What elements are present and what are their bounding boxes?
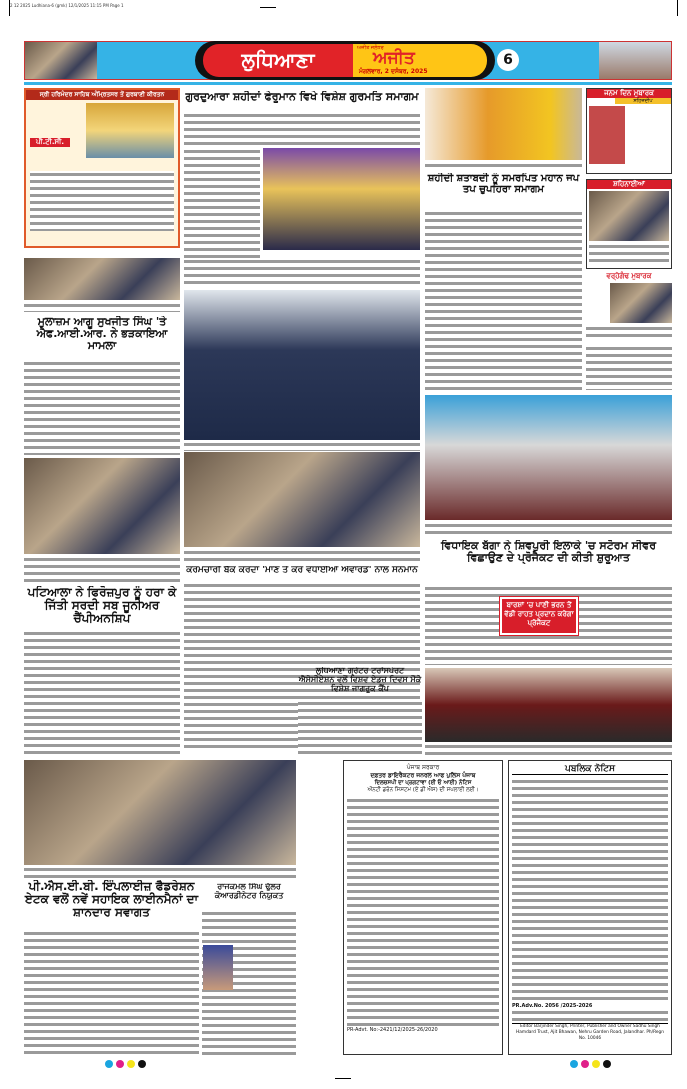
headline-shatabdi: ਸ਼ਹੀਦੀ ਸ਼ਤਾਬਦੀ ਨੂੰ ਸਮਰਪਿਤ ਮਹਾਨ ਜਪ ਤਪ ਚੁਪਹਿਰਾ ਸਮਾਗਮ <box>427 173 580 195</box>
leaders-photo-strip <box>24 258 180 300</box>
pseb-welcome-photo <box>24 760 296 865</box>
rajkamal-portrait <box>203 945 233 990</box>
crop-mark <box>9 0 10 16</box>
masthead-date: ਮੰਗਲਵਾਰ, 2 ਦਸੰਬਰ, 2025 <box>359 68 428 75</box>
headline-karamchari: ਕਰਮਚਾਰੀ ਬੈਂਕ ਕਰਦਾ 'ਮਾਣ ਤੇ ਕਰ ਵਧਾਈਆਂ ਐਵਾਰਡ' ਨਾਲ ਸਨਮਾਨ <box>186 566 418 575</box>
channel-badge: ਪੀ.ਟੀ.ਸੀ. <box>30 138 70 147</box>
masthead-clocktower-image <box>599 42 671 79</box>
public-notice-advt-no: PR.Adv.No. 2056 /2025-2026 <box>512 1003 593 1009</box>
color-registration-marks <box>570 1060 611 1068</box>
gurmat-samagam-photo <box>263 148 420 250</box>
color-registration-marks <box>105 1060 146 1068</box>
kirtan-ad-title: ਸ੍ਰੀ ਹਰਿਮੰਦਰ ਸਾਹਿਬ ਅੰਮ੍ਰਿਤਸਰ ਤੋਂ ਗੁਰਬਾਣੀ ਕੀਰਤਨ <box>26 90 178 100</box>
bagga-inauguration-photo <box>425 395 672 520</box>
public-notice <box>508 760 672 1055</box>
masthead-brand-panel <box>353 44 487 77</box>
masthead-rule <box>24 82 672 85</box>
govt-notice-line3: ਦਿਲਚਸਪੀ ਦਾ ਪ੍ਰਗਟਾਵਾ (ਈ ਓ ਆਈ) ਨੋਟਿਸ <box>374 780 472 786</box>
headline-patiala: ਪਟਿਆਲਾ ਨੇ ਫਿਰੋਜ਼ਪੁਰ ਨੂੰ ਹਰਾ ਕੇ ਜਿੱਤੀ ਸਰਦੀ ਸਬ ਜੂਨੀਅਰ ਚੈਂਪੀਅਨਸ਼ਿਪ <box>27 586 177 626</box>
govt-notice <box>343 760 503 1055</box>
edition-label: ਅਜੀਤ ਜਲੰਧਰ <box>357 45 384 51</box>
masthead-city: ਲੁਧਿਆਣਾ <box>203 44 353 77</box>
headline-gurmat: ਗੁਰਦੁਆਰਾ ਸ਼ਹੀਦਾਂ ਫੇਰੂਮਾਨ ਵਿਖੇ ਵਿਸ਼ੇਸ਼ ਗੁਰਮਤਿ ਸਮਾਗਮ <box>185 91 419 103</box>
students-group-photo <box>184 290 420 440</box>
public-notice-title: ਪਬਲਿਕ ਨੋਟਿਸ <box>512 764 668 775</box>
crop-mark <box>677 0 678 16</box>
camp-photo <box>425 668 672 742</box>
bagga-pullquote: ਬਾਰਸ਼ਾਂ 'ਚ ਪਾਣੀ ਭਰਨ ਤੋਂ ਵੱਡੀ ਰਾਹਤ ਪ੍ਰਦਾਨ ਕਰੇਗਾ ਪ੍ਰੋਜੈਕਟ <box>500 597 578 635</box>
masthead-paper-name: ਅਜੀਤ <box>373 48 415 68</box>
sports-team-photo <box>24 458 180 554</box>
birthday-name: ਸਹਿਜਦੀਪ <box>615 98 671 104</box>
masthead <box>24 41 672 80</box>
wedding-heading: ਸ਼ਹਿਨਾਈਆਂ <box>587 180 671 189</box>
page-number: 6 <box>497 49 519 71</box>
wedding-box <box>586 179 672 269</box>
headline-rajkamal: ਰਾਜਕਮਲ ਸਿੰਘ ਢੁੱਲਰ ਕੋਆਰਡੀਨੇਟਰ ਨਿਯੁਕਤ <box>214 883 284 900</box>
anniversary-photo <box>610 283 672 323</box>
headline-pseb: ਪੀ.ਐਸ.ਈ.ਬੀ. ਇੰਪਲਾਈਜ਼ ਫੈਡਰੇਸ਼ਨ ਏਟਕ ਵਲੋਂ ਨਵੇਂ ਸਹਾਇਕ ਲਾਈਨਮੈਨਾਂ ਦਾ ਸ਼ਾਨਦਾਰ ਸਵਾਗਤ <box>24 880 199 920</box>
harmandir-sahib-image <box>86 103 174 158</box>
birthday-heading: ਜਨਮ ਦਿਨ ਮੁਬਾਰਕ <box>587 89 671 98</box>
govt-notice-line2: ਦਫ਼ਤਰ ਡਾਇਰੈਕਟਰ ਜਨਰਲ ਆਫ ਪੁਲਿਸ ਪੰਜਾਬ <box>370 772 476 779</box>
govt-notice-line1: ਪੰਜਾਬ ਸਰਕਾਰ <box>406 764 440 771</box>
anniversary-heading: ਵਰ੍ਹੇਗੰਢ ਮੁਬਾਰਕ <box>606 272 652 280</box>
print-slug: 2 12 2025 Ludhiana-6 (gmk) 12/1/2025 11:15 PM Page 1 <box>10 3 124 8</box>
govt-notice-advt-no: PR-Advt. No:-2421/12/2025-26/2020 <box>347 1027 438 1033</box>
kirtan-ad <box>24 88 180 248</box>
govt-notice-line4: ਔਨਟੀ ਡਰੋਨ ਸਿਸਟਮ (ਏ ਡੀ ਐਸ) ਦੀ ਸਪਲਾਈ ਲਈ। <box>367 787 479 793</box>
headline-mulazam: ਮੁਲਾਜ਼ਮ ਆਗੂ ਸੁਖਜੀਤ ਸਿੰਘ 'ਤੇ ਐਫ.ਆਈ.ਆਰ. ਨੇ ਭੜਕਾਇਆ ਮਾਮਲਾ <box>36 316 168 353</box>
shatabdi-honour-photo <box>425 88 582 160</box>
crop-mark <box>335 1078 351 1079</box>
wedding-photo <box>589 191 669 241</box>
birthday-box <box>586 88 672 174</box>
award-ceremony-photo <box>184 452 420 547</box>
imprint-line: Editor Barjinder Singh, Printer, Publisher and Owner Sadhu Singh Hamdard Trust, Ajit Bhawan, Nehru Garden Road, Jalandhar. Ph/Regn No. 10046 <box>512 1023 668 1042</box>
child-photo <box>589 106 625 164</box>
headline-bagga: ਵਿਧਾਇਕ ਬੱਗਾ ਨੇ ਸ਼ਿਵਪੁਰੀ ਇਲਾਕੇ 'ਚ ਸਟੋਰਮ ਸੀਵਰ ਵਿਛਾਉਣ ਦੇ ਪ੍ਰੋਜੈਕਟ ਦੀ ਕੀਤੀ ਸ਼ੁਰੂਆਤ <box>440 540 657 565</box>
headline-camp: ਲੁਧਿਆਣਾ ਗ੍ਰੇਟਰ ਟਰਾਂਸਪੋਰਟ ਐਸੋਸੀਏਸ਼ਨ ਵਲੋਂ ਵਿਸ਼ਵ ਏਡਜ਼ ਦਿਵਸ ਮੌਕੇ ਵਿਸ਼ੇਸ਼ ਜਾਗਰੂਕ ਕੈਂਪ <box>298 667 422 693</box>
masthead-statue-image <box>25 42 97 79</box>
crop-mark <box>260 7 276 8</box>
